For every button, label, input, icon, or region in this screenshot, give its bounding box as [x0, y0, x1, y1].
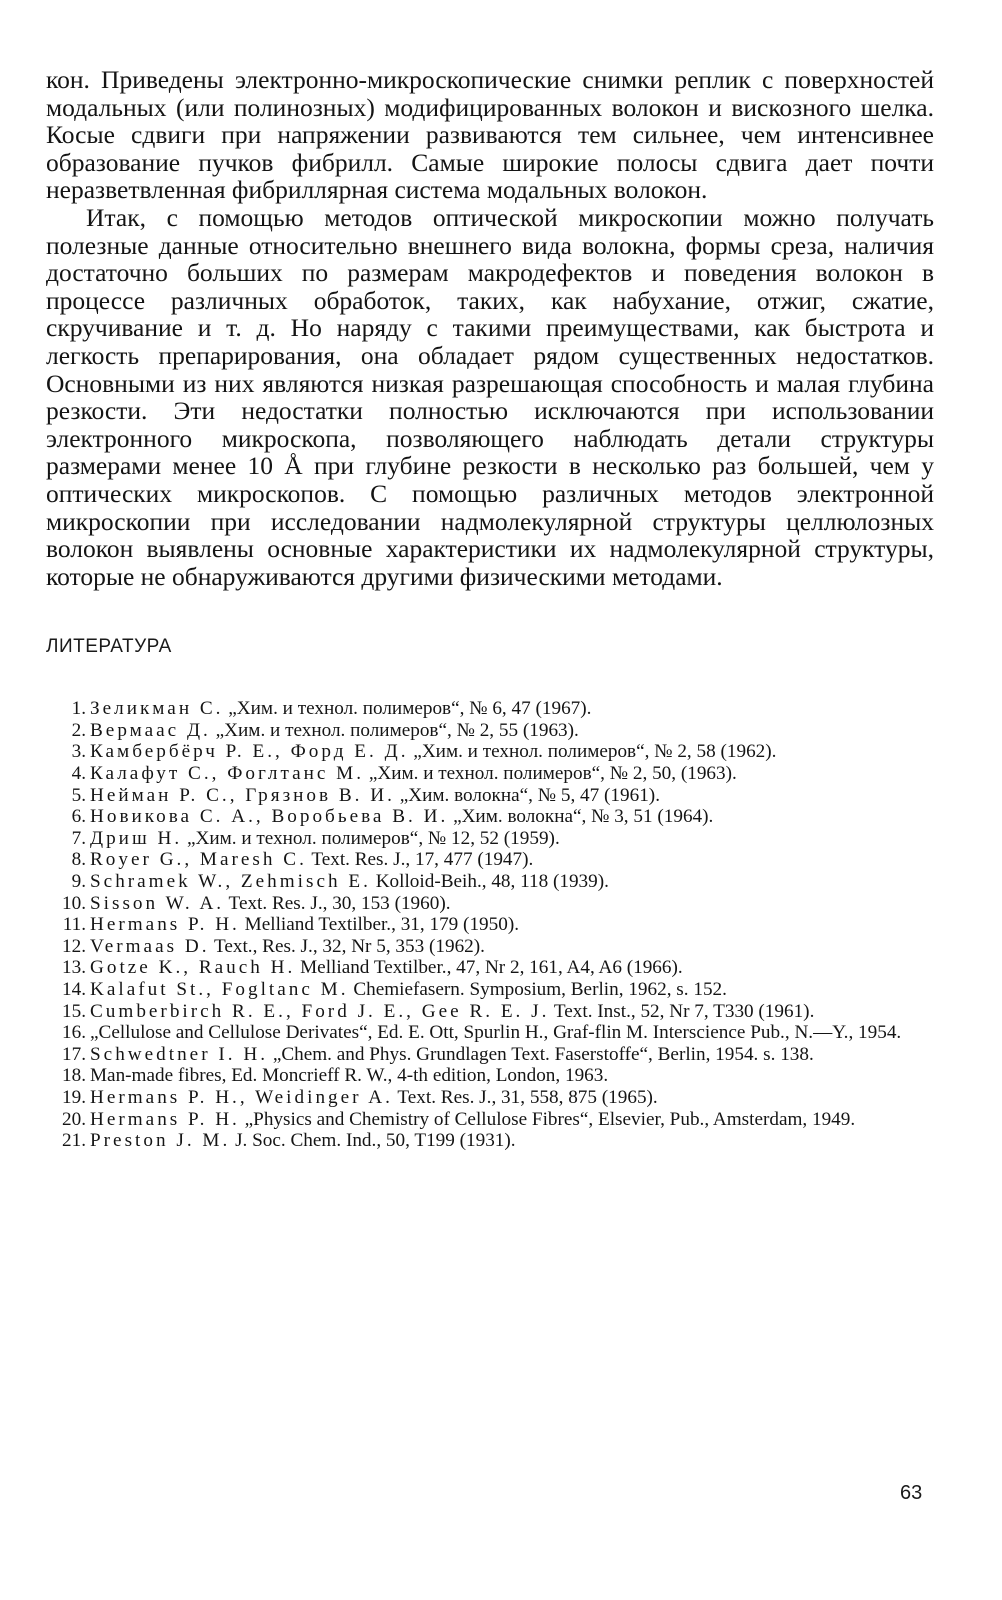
- reference-item: [46, 1022, 934, 1044]
- reference-number: 20.: [62, 1108, 86, 1130]
- reference-item: [46, 1044, 934, 1066]
- reference-author: Royer G., Maresh C.: [90, 849, 307, 871]
- reference-item: [46, 871, 934, 893]
- reference-number: 16.: [62, 1022, 86, 1044]
- paragraph-1: кон. Приведены электронно-микроскопические снимки реплик с поверхностей модальных (или полинозных) модифицированных волокон и вискозного шелка. Косые сдвиги при напряжении развиваются тем сильнее, чем интенсивнее образование пучков фибрилл. Самые широкие полосы сдвига дает почти неразветвленная фибриллярная система модальных волокон.: [46, 65, 934, 205]
- body-text: [46, 66, 934, 590]
- reference-number: 17.: [62, 1043, 86, 1065]
- reference-source: Text. Res. J., 30, 153 (1960).: [224, 892, 451, 914]
- reference-author: Schwedtner I. H.: [90, 1043, 269, 1065]
- reference-source: „Cellulose and Cellulose Derivates“, Ed. E. Ott, Spurlin H., Graf-flin M. Interscience Pub., N.—Y., 1954.: [90, 1022, 902, 1044]
- reference-item: [46, 720, 934, 742]
- reference-source: Melliand Textilber., 47, Nr 2, 161, A4, A6 (1966).: [295, 957, 683, 979]
- reference-number: 9.: [71, 871, 86, 893]
- reference-source: „Хим. волокна“, № 5, 47 (1961).: [394, 784, 660, 806]
- reference-number: 13.: [62, 957, 86, 979]
- reference-source: Man-made fibres, Ed. Moncrieff R. W., 4-th edition, London, 1963.: [90, 1065, 609, 1087]
- reference-number: 1.: [71, 698, 86, 720]
- reference-source: Text. Res. J., 31, 558, 875 (1965).: [392, 1086, 658, 1108]
- reference-item: [46, 979, 934, 1001]
- reference-author: Калафут С., Фоглтанс М.: [90, 763, 365, 785]
- reference-number: 6.: [71, 806, 86, 828]
- reference-author: Hermans P. H., Weidinger A.: [90, 1086, 393, 1108]
- reference-number: 10.: [62, 892, 86, 914]
- reference-source: J. Soc. Chem. Ind., 50, T199 (1931).: [230, 1130, 516, 1152]
- reference-author: Дриш Н.: [90, 827, 183, 849]
- reference-item: [46, 914, 934, 936]
- reference-source: „Хим. волокна“, № 3, 51 (1964).: [448, 806, 714, 828]
- reference-number: 11.: [62, 914, 86, 936]
- references-list: [46, 698, 934, 1151]
- reference-author: Вермаас Д.: [90, 719, 211, 741]
- paragraph-2: Итак, с помощью методов оптической микроскопии можно получать полезные данные относительно внешнего вида волокна, формы среза, наличия достаточно больших по размерам макродефектов и поведения волокон в процессе различных обработок, таких, как набухание, отжиг, сжатие, скручивание и т. д. Но наряду с такими преимуществами, как быстрота и легкость препарирования, она обладает рядом существенных недостатков. Основными из них являются низкая разрешающая способность и малая глубина резкости. Эти недостатки полностью исключаются при использовании электронного микроскопа, позволяющего наблюдать детали структуры размерами менее 10 Å при глубине резкости в несколько раз большей, чем у оптических микроскопов. С помощью различных методов электронной микроскопии при исследовании надмолекулярной структуры целлюлозных волокон выявлены основные характеристики их надмолекулярной структуры, которые не обнаруживаются другими физическими методами.: [46, 202, 934, 591]
- reference-author: Hermans P. H.: [90, 1108, 240, 1130]
- reference-author: Vermaas D.: [90, 935, 210, 957]
- reference-item: [46, 785, 934, 807]
- reference-author: Зеликман С.: [90, 698, 224, 720]
- reference-item: [46, 849, 934, 871]
- reference-source: „Physics and Chemistry of Cellulose Fibres“, Elsevier, Pub., Amsterdam, 1949.: [239, 1108, 856, 1130]
- reference-source: „Хим. и технол. полимеров“, № 2, 50, (1963).: [364, 763, 737, 785]
- reference-number: 12.: [62, 935, 86, 957]
- reference-item: [46, 1065, 934, 1087]
- reference-number: 4.: [71, 763, 86, 785]
- reference-author: Новикова С. А., Воробьева В. И.: [90, 806, 449, 828]
- reference-source: „Хим. и технол. полимеров“, № 12, 52 (1959).: [182, 827, 560, 849]
- reference-author: Камбербёрч Р. Е., Форд Е. Д.: [90, 741, 409, 763]
- book-page: [46, 66, 934, 1152]
- reference-author: Hermans P. H.: [90, 914, 240, 936]
- reference-item: [46, 1130, 934, 1152]
- reference-item: [46, 741, 934, 763]
- reference-source: Kolloid-Beih., 48, 118 (1939).: [370, 871, 609, 893]
- reference-source: „Хим. и технол. полимеров“, № 2, 55 (1963).: [210, 719, 579, 741]
- reference-number: 8.: [71, 849, 86, 871]
- reference-number: 21.: [62, 1130, 86, 1152]
- reference-item: [46, 1087, 934, 1109]
- reference-author: Sisson W. A.: [90, 892, 225, 914]
- reference-item: [46, 828, 934, 850]
- reference-number: 19.: [62, 1086, 86, 1108]
- reference-item: [46, 936, 934, 958]
- reference-author: Gotze K., Rauch H.: [90, 957, 296, 979]
- reference-number: 14.: [62, 979, 86, 1000]
- reference-author: Kalafut St., Fogltanc M.: [90, 979, 349, 1000]
- reference-source: „Chem. and Phys. Grundlagen Text. Faserstoffe“, Berlin, 1954. s. 138.: [268, 1043, 814, 1065]
- reference-source: Chemiefasern. Symposium, Berlin, 1962, s. 152.: [348, 979, 727, 1000]
- reference-item: [46, 893, 934, 915]
- reference-number: 5.: [71, 784, 86, 806]
- reference-item: [46, 1109, 934, 1131]
- reference-author: Schramek W., Zehmisch E.: [90, 871, 371, 893]
- reference-source: Text., Res. J., 32, Nr 5, 353 (1962).: [209, 935, 485, 957]
- page-number: 63: [900, 1482, 923, 1504]
- reference-number: 18.: [62, 1065, 86, 1087]
- reference-source: „Хим. и технол. полимеров“, № 6, 47 (1967).: [223, 698, 592, 720]
- reference-item: [46, 698, 934, 720]
- reference-author: Cumberbirch R. E., Ford J. E., Gee R. E. J.: [90, 1000, 550, 1022]
- reference-author: Preston J. M.: [90, 1130, 231, 1152]
- reference-source: Melliand Textilber., 31, 179 (1950).: [239, 914, 520, 936]
- reference-number: 3.: [71, 741, 86, 763]
- reference-source: Text. Inst., 52, Nr 7, T330 (1961).: [549, 1000, 815, 1022]
- reference-number: 7.: [71, 827, 86, 849]
- reference-item: [46, 1001, 934, 1023]
- reference-number: 2.: [71, 719, 86, 741]
- reference-author: Нейман Р. С., Грязнов В. И.: [90, 784, 395, 806]
- reference-source: Text. Res. J., 17, 477 (1947).: [306, 849, 534, 871]
- reference-item: [46, 957, 934, 979]
- references-heading: ЛИТЕРАТУРА: [46, 636, 172, 658]
- reference-number: 15.: [62, 1000, 86, 1022]
- reference-source: „Хим. и технол. полимеров“, № 2, 58 (1962).: [408, 741, 777, 763]
- reference-item: [46, 806, 934, 828]
- reference-item: [46, 763, 934, 785]
